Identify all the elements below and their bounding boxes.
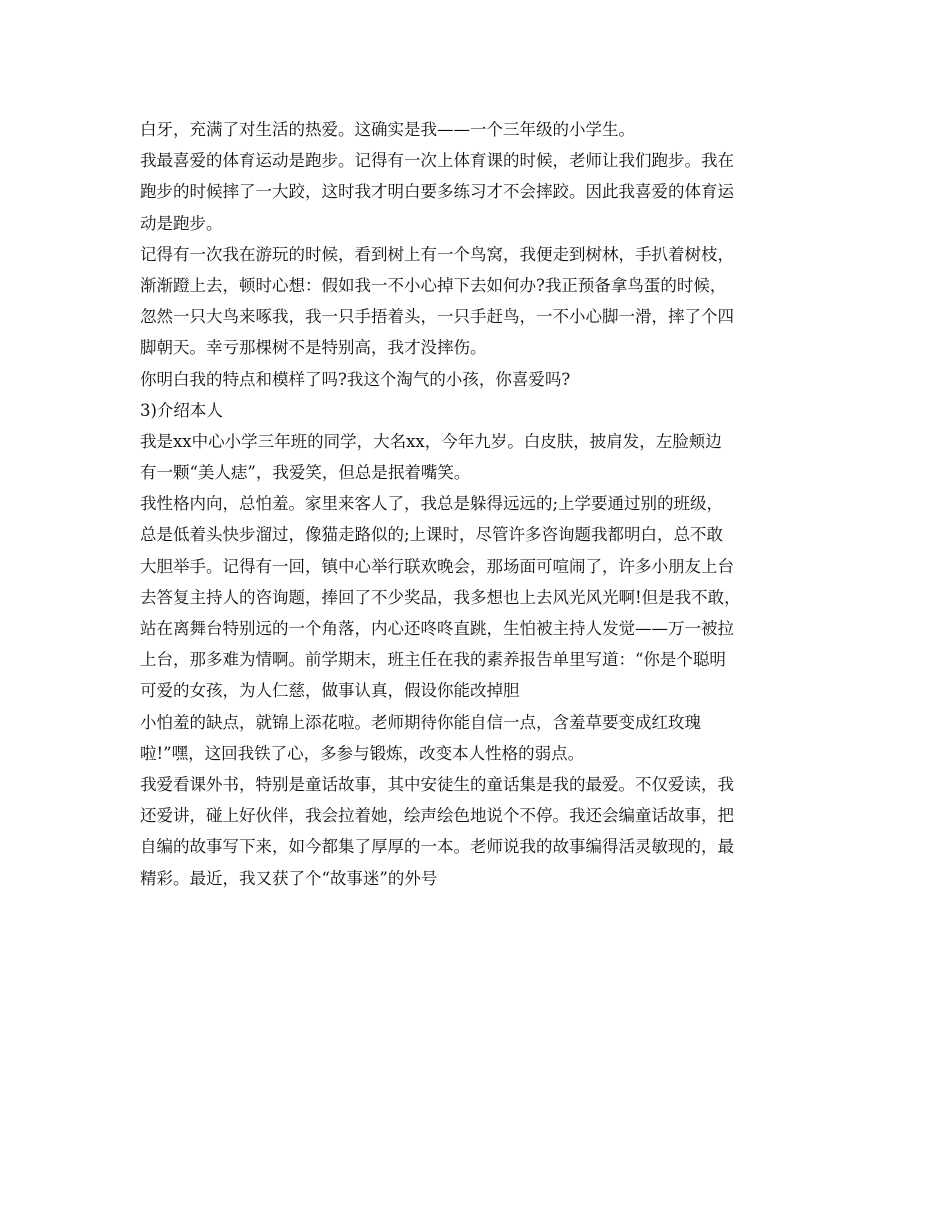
text-line: 自编的故事写下来，如今都集了厚厚的一本。老师说我的故事编得活灵敏现的，最 — [140, 837, 734, 857]
text-line: 动是跑步。 — [140, 213, 223, 233]
section-heading: 3)介绍本人 — [140, 400, 223, 420]
text-line: 小怕羞的缺点，就锦上添花啦。老师期待你能自信一点，含羞草要变成红玫瑰 — [140, 712, 701, 732]
text-line: 我最喜爱的体育运动是跑步。记得有一次上体育课的时候，老师让我们跑步。我在 — [140, 151, 734, 171]
text-line: 我爱看课外书，特别是童话故事，其中安徒生的童话集是我的最爱。不仅爱读，我 — [140, 774, 734, 794]
text-line: 精彩。最近，我又获了个“故事迷”的外号 — [140, 868, 438, 888]
text-line: 啦!”嘿，这回我铁了心，多参与锻炼，改变本人性格的弱点。 — [140, 743, 585, 763]
text-line: 还爱讲，碰上好伙伴，我会拉着她，绘声绘色地说个不停。我还会编童话故事，把 — [140, 806, 734, 826]
text-line: 我性格内向，总怕羞。家里来客人了，我总是躲得远远的;上学要通过别的班级， — [140, 494, 724, 514]
text-line: 记得有一次我在游玩的时候，看到树上有一个鸟窝，我便走到树林，手扒着树枝， — [140, 244, 734, 264]
text-line: 脚朝天。幸亏那棵树不是特别高，我才没摔伤。 — [140, 338, 487, 358]
text-line: 总是低着头快步溜过，像猫走路似的;上课时，尽管许多咨询题我都明白，总不敢 — [140, 525, 724, 545]
text-line: 跑步的时候摔了一大跤，这时我才明白要多练习才不会摔跤。因此我喜爱的体育运 — [140, 182, 734, 202]
document-body — [140, 114, 830, 894]
text-line: 上台，那多难为情啊。前学期末，班主任在我的素养报告单里写道：“你是个聪明 — [140, 650, 726, 670]
text-line: 去答复主持人的咨询题，捧回了不少奖品，我多想也上去风光风光啊!但是我不敢， — [140, 587, 741, 607]
text-line: 站在离舞台特别远的一个角落，内心还咚咚直跳，生怕被主持人发觉——万一被拉 — [140, 619, 734, 638]
text-line: 大胆举手。记得有一回，镇中心举行联欢晚会，那场面可喧闹了，许多小朋友上台 — [140, 556, 734, 576]
text-line: 有一颗“美人痣”，我爱笑，但总是抿着嘴笑。 — [140, 463, 471, 483]
text-line: 白牙，充满了对生活的热爱。这确实是我——一个三年级的小学生。 — [140, 120, 635, 139]
text-line: 可爱的女孩，为人仁慈，做事认真，假设你能改掉胆 — [140, 681, 520, 701]
text-line: 渐渐蹬上去，顿时心想：假如我一不小心掉下去如何办?我正预备拿鸟蛋的时候， — [140, 275, 727, 295]
text-line: 你明白我的特点和模样了吗?我这个淘气的小孩，你喜爱吗? — [140, 369, 571, 389]
text-line: 我是xx中心小学三年班的同学，大名xx，今年九岁。白皮肤，披肩发，左脸颊边 — [140, 431, 722, 451]
text-line: 忽然一只大鸟来啄我，我一只手捂着头，一只手赶鸟，一不小心脚一滑，摔了个四 — [140, 307, 734, 327]
